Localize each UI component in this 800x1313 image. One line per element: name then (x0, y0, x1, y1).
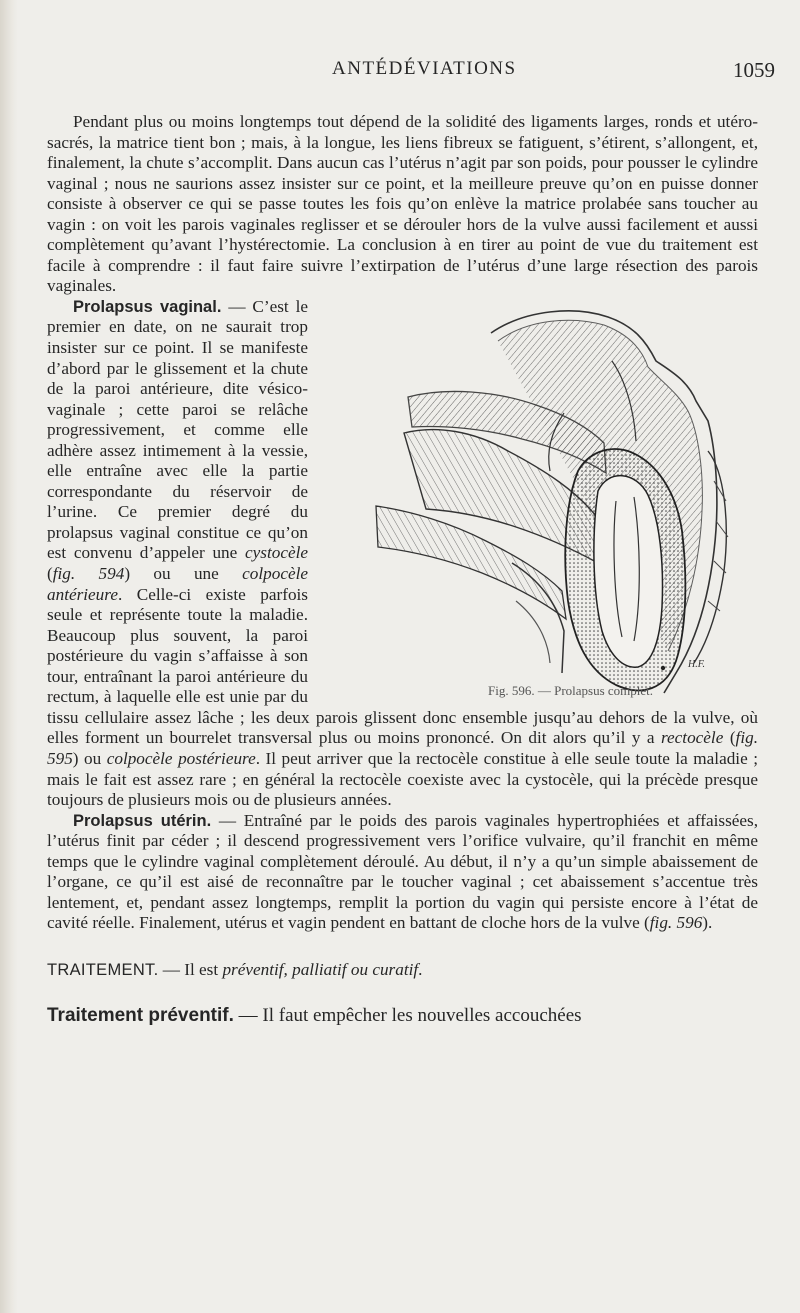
heading-traitement: TRAITEMENT. (47, 960, 159, 979)
body-text (47, 112, 758, 1027)
page-edge-shadow (0, 0, 18, 1313)
figure-reference[interactable]: fig. 595 (47, 728, 758, 768)
figure-reference[interactable]: fig. 594 (52, 564, 125, 584)
paragraph-traitement-preventif: Traitement préventif. — Il faut empêcher les nouvelles accouchées (47, 1005, 582, 1027)
heading-traitement-preventif: Traitement préventif. (47, 1005, 234, 1027)
figure-596 (316, 301, 768, 707)
heading-prolapsus-vaginal: Prolapsus vaginal. (73, 297, 222, 316)
figure-reference[interactable]: fig. 596 (649, 913, 703, 933)
paragraph-prolapsus-vaginal: Prolapsus vaginal. — C’est le premier en date, on ne saurait trop insister sur ce point. Il se manifeste d’abord par le glissement et la chute de la paroi antérieure, dite vésico-vaginale ; cette paroi se relâche progressivement, et comme elle adhère assez intimement à la vessie, elle entraîne avec elle la partie correspondante du réservoir de l’urine. Ce premier degré du prolapsus vaginal constitue ce qu’on est convenu d’appeler une cystocèle (fig. 594) ou une colpocèle antérieure. Celle-ci existe parfois seule et représente toute la maladie. Beaucoup plus souvent, la paroi postérieure du vagin s’affaisse à son tour, entraînant la paroi antérieure du rectum, à laquelle elle est unie par du tissu cellulaire assez lâche ; les deux parois glissent donc ensemble jusqu’au dehors de la vulve, où elles forment un bourrelet transversal plus ou moins prononcé. On dit alors qu’il y a rectocèle (fig. 595) ou colpocèle postérieure. Il peut arriver que la rectocèle constitue à elle seule toute la maladie ; mais le fait est assez rare ; en général la rectocèle coexiste avec la cystocèle, qui la précède presque toujours de plusieurs mois ou de plusieurs années. (47, 296, 758, 810)
running-title: ANTÉDÉVIATIONS (332, 58, 517, 79)
prolapse-illustration (316, 301, 768, 707)
paragraph-ligaments: Pendant plus ou moins longtemps tout dépend de la solidité des ligaments larges, ronds et utéro-sacrés, la matrice tient bon ; mais, à la longue, les liens fibreux se fatiguent, s’étirent, s’allongent, et, finalement, la chute s’accomplit. Dans aucun cas l’utérus n’agit par son poids, pour pousser le cylindre vaginal ; nous ne saurions assez insister sur ce point, et la meilleure preuve qu’on en puisse donner consiste à observer ce qui se passe toutes les fois qu’on enlève la matrice prolabée sans toucher au vagin : on voit les parois vaginales reglisser et se dérouler hors de la vulve aussi facilement et aussi complètement qu’avant l’hystérectomie. La conclusion à en tirer au point de vue du traitement est facile à comprendre : il faut faire suivre l’extirpation de l’utérus d’une large résection des parois vaginales. (47, 112, 758, 296)
running-header (0, 58, 800, 88)
paragraph-prolapsus-uterin: Prolapsus utérin. — Entraîné par le poids des parois vaginales hypertrophiées et affaissées, l’utérus finit par céder ; il descend progressivement vers l’orifice vulvaire, qu’il franchit en même temps que le cylindre vaginal complètement déroulé. Au début, il n’y a qu’un simple abaissement de l’organe, ce qu’il est aisé de reconnaître par le toucher vaginal ; cet abaissement s’accentue très lentement, et, pendant assez longtemps, remplit la portion du vagin qui persiste encore à l’état de cavité réelle. Finalement, utérus et vagin pendent en battant de cloche hors de la vulve (fig. 596). (47, 810, 758, 933)
paragraph-traitement: TRAITEMENT. — Il est préventif, palliatif ou curatif. (47, 959, 423, 979)
heading-prolapsus-uterin: Prolapsus utérin. (73, 811, 212, 830)
figure-caption: Fig. 596. — Prolapsus complet. (488, 682, 654, 698)
page-number: 1059 (733, 58, 775, 82)
engraver-signature: H.F. (688, 658, 706, 670)
